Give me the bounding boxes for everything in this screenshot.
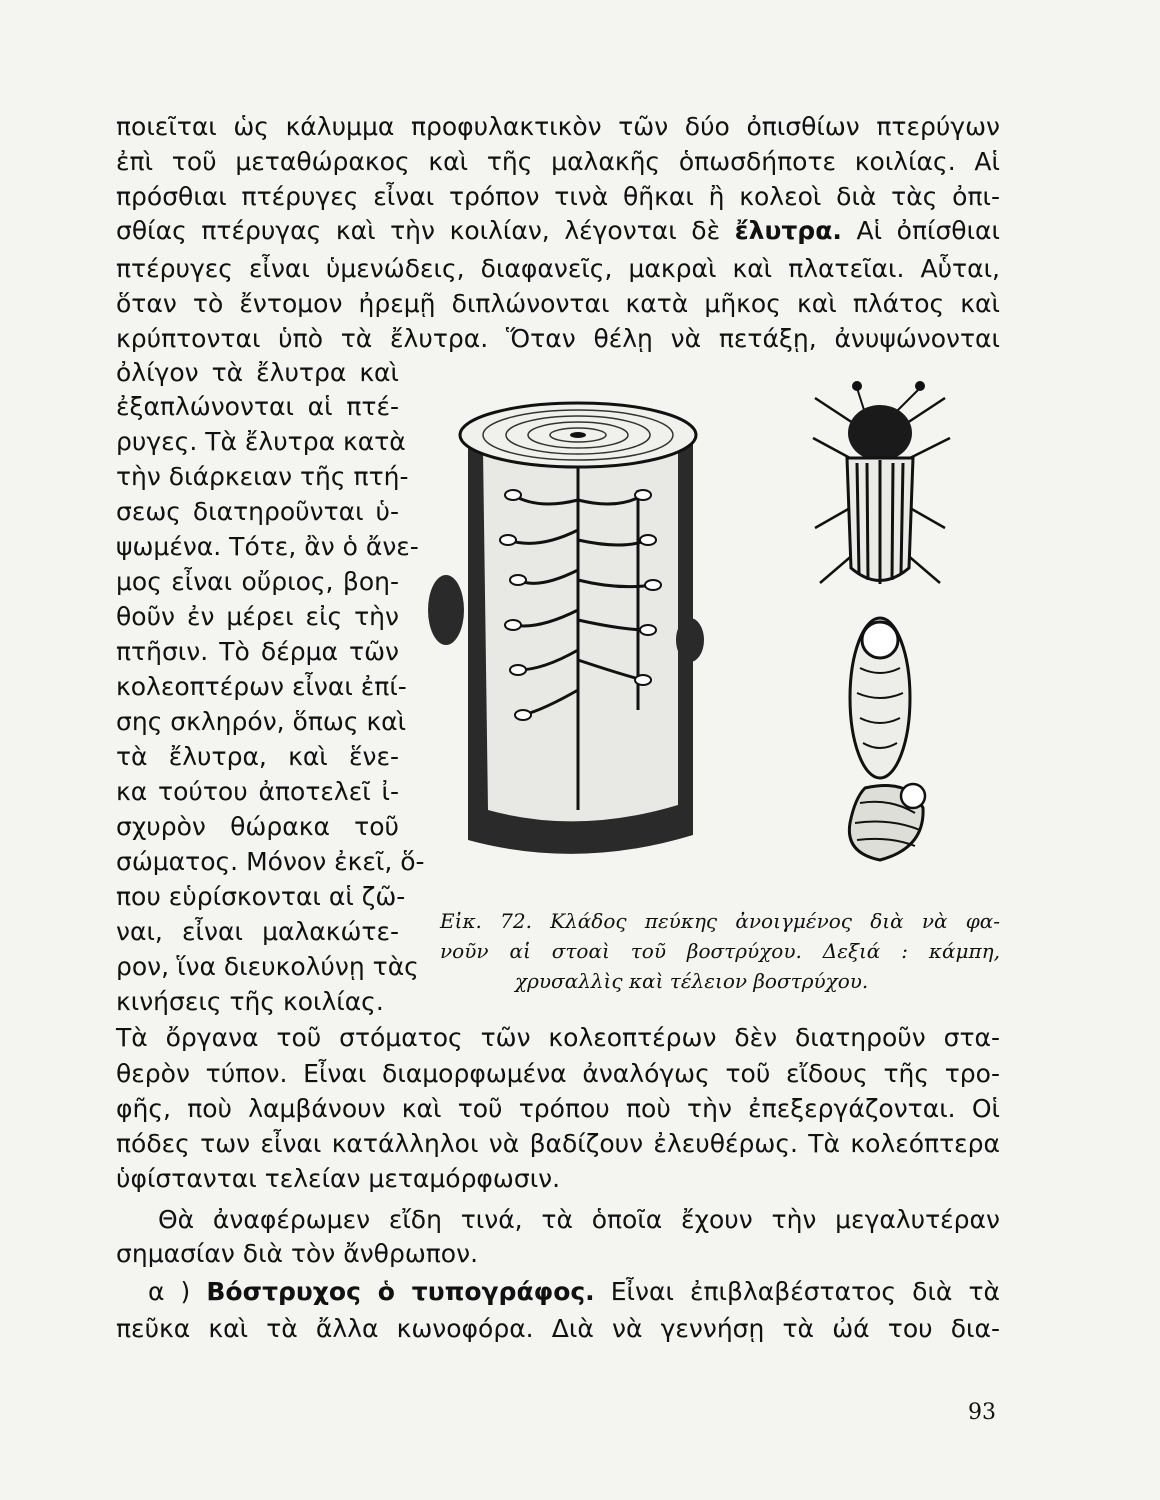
text-line-narrow: πτῆσιν. Τὸ δέρμα τῶν	[116, 637, 399, 666]
text-line-narrow: σης σκληρόν, ὅπως καὶ	[116, 707, 407, 736]
text-line-narrow: τὴν διάρκειαν τῆς πτή-	[116, 462, 409, 491]
text-fragment: Εἶναι ἐπιβλαβέστατος διὰ τὰ	[610, 1277, 1000, 1306]
term-elytra: ἔλυτρα.	[734, 216, 842, 245]
text-line-narrow: που εὑρίσκονται αἱ ζῶ-	[116, 882, 406, 911]
text-line-narrow: ψωμένα. Τότε, ἂν ὁ ἄνε-	[116, 532, 419, 561]
text-line: σημασίαν διὰ τὸν ἄνθρωπον.	[116, 1239, 479, 1268]
text-line-with-term	[116, 214, 1000, 248]
text-line: πόδες των εἶναι κατάλληλοι νὰ βαδίζουν ἐλευθέρως. Τὰ κολεόπτερα	[116, 1129, 1000, 1158]
text-line: ὑφίστανται τελείαν μεταμόρφωσιν.	[116, 1164, 561, 1193]
text-line: κρύπτονται ὑπὸ τὰ ἔλυτρα. Ὅταν θέλῃ νὰ πετάξῃ, ἀνυψώνονται	[116, 324, 1000, 353]
text-line-narrow: σεως διατηροῦνται ὑ-	[116, 497, 399, 526]
section-title: Βόστρυχος ὁ τυπογράφος.	[206, 1277, 595, 1306]
text-line-narrow: μος εἶναι οὔριος, βοη-	[116, 567, 399, 596]
text-line-narrow: σώματος. Μόνον ἐκεῖ, ὅ-	[116, 847, 425, 876]
text-line: ὅταν τὸ ἔντομον ἠρεμῇ διπλώνονται κατὰ μῆκος καὶ πλάτος καὶ	[116, 289, 1000, 318]
text-line-narrow: τὰ ἔλυτρα, καὶ ἕνε-	[116, 742, 399, 771]
text-line: φῆς, ποὺ λαμβάνουν καὶ τοῦ τρόπου ποὺ τὴν ἐπεξεργάζονται. Οἱ	[116, 1094, 1000, 1123]
text-line-narrow: ρον, ἵνα διευκολύνῃ τὰς	[116, 952, 419, 981]
text-line: ποιεῖται ὡς κάλυμμα προφυλακτικὸν τῶν δύο ὀπισθίων πτερύγων	[116, 112, 1000, 141]
text-line: Τὰ ὄργανα τοῦ στόματος τῶν κολεοπτέρων δὲν διατηροῦν στα-	[116, 1023, 1000, 1052]
text-line: ἐπὶ τοῦ μεταθώρακος καὶ τῆς μαλακῆς ὁπωσδήποτε κοιλίας. Αἱ	[116, 147, 1000, 176]
text-line-narrow: ναι, εἶναι μαλακώτε-	[116, 917, 399, 946]
section-prefix: α )	[148, 1277, 191, 1306]
beetle-stages-illustration	[805, 378, 985, 878]
figure-caption-line: χρυσαλλὶς καὶ τέλειον βοστρύχου.	[515, 969, 869, 993]
text-line: πτέρυγες εἶναι ὑμενώδεις, διαφανεῖς, μακραὶ καὶ πλατεῖαι. Αὗται,	[116, 254, 1000, 283]
text-line-narrow: θοῦν ἐν μέρει εἰς τὴν	[116, 602, 399, 631]
text-line-narrow: ρυγες. Τὰ ἔλυτρα κατὰ	[116, 427, 406, 456]
page-number: 93	[968, 1400, 996, 1425]
figure-caption-line: Εἰκ. 72. Κλάδος πεύκης ἀνοιγμένος διὰ νὰ φα-	[440, 909, 1000, 933]
text-line-narrow: σχυρὸν θώρακα τοῦ	[116, 812, 399, 841]
text-line-narrow: κινήσεις τῆς κοιλίας.	[116, 987, 384, 1016]
text-line: Θὰ ἀναφέρωμεν εἴδη τινά, τὰ ὁποῖα ἔχουν τὴν μεγαλυτέραν	[158, 1205, 1000, 1234]
pupa	[850, 618, 910, 778]
text-line-narrow: ἐξαπλώνονται αἱ πτέ-	[116, 392, 399, 421]
figure-caption-line: νοῦν αἱ στοαὶ τοῦ βοστρύχου. Δεξιά : κάμπη,	[440, 939, 1000, 963]
larva	[849, 784, 925, 860]
text-line: πεῦκα καὶ τὰ ἄλλα κωνοφόρα. Διὰ νὰ γεννήσῃ τὰ ὠά του δια-	[116, 1314, 1000, 1343]
text-fragment: Αἱ ὀπίσθιαι	[856, 216, 1000, 245]
pine-branch-illustration	[428, 380, 748, 870]
text-line: θερὸν τύπον. Εἶναι διαμορφωμένα ἀναλόγως τοῦ εἴδους τῆς τρο-	[116, 1059, 1000, 1088]
text-line: πρόσθιαι πτέρυγες εἶναι τρόπον τινὰ θῆκαι ἢ κολεοὶ διὰ τὰς ὀπι-	[116, 182, 1000, 211]
text-line-narrow: κα τούτου ἀποτελεῖ ἰ-	[116, 777, 399, 806]
text-line-narrow: ὀλίγον τὰ ἔλυτρα καὶ	[116, 358, 399, 387]
text-fragment: σθίας πτέρυγας καὶ τὴν κοιλίαν, λέγονται δὲ	[116, 216, 721, 245]
section-heading-line	[148, 1275, 1000, 1309]
text-line-narrow: κολεοπτέρων εἶναι ἐπί-	[116, 672, 407, 701]
